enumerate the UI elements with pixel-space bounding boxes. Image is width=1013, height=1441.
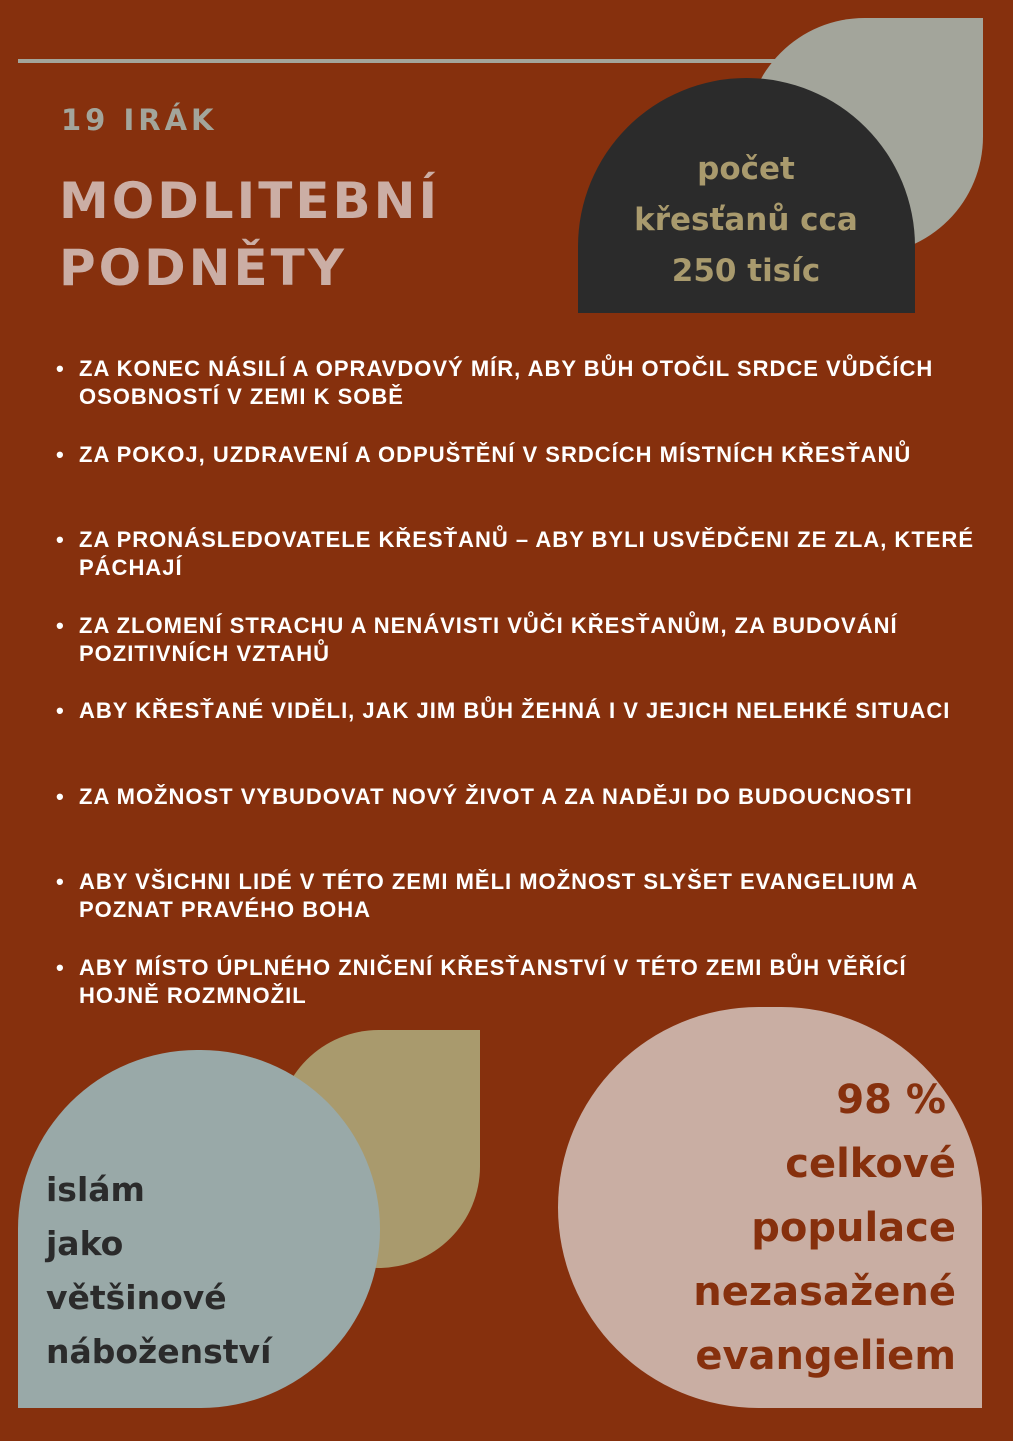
country-label: 19 IRÁK (61, 103, 218, 137)
top-divider-line (18, 59, 798, 63)
prayer-point (56, 612, 986, 698)
bullet-icon: • (56, 612, 65, 638)
page-title (59, 168, 440, 302)
unreached-text (693, 1068, 956, 1388)
religion-text (46, 1163, 271, 1379)
page-title-line: MODLITEBNÍ (59, 172, 441, 230)
prayer-point (56, 441, 986, 527)
prayer-point-text: ABY VŠICHNI LIDÉ V TÉTO ZEMI MĚLI MOŽNOST SLYŠET EVANGELIUM A POZNAT PRAVÉHO BOHA (79, 869, 918, 922)
prayer-point (56, 783, 986, 869)
bullet-icon: • (56, 783, 65, 809)
religion-line: islám (46, 1170, 145, 1209)
christians-count-text (605, 144, 887, 297)
bullet-icon: • (56, 698, 65, 723)
prayer-point (56, 868, 986, 954)
christians-count-line: počet (697, 151, 795, 187)
bullet-icon: • (56, 441, 65, 467)
prayer-point (56, 526, 986, 612)
prayer-point-text: ABY MÍSTO ÚPLNÉHO ZNIČENÍ KŘESŤANSTVÍ V TÉTO ZEMI BŮH VĚŘÍCÍ HOJNĚ ROZMNOŽIL (79, 954, 907, 1008)
prayer-points-list (56, 355, 986, 1039)
prayer-point-text: ZA PRONÁSLEDOVATELE KŘESŤANŮ – ABY BYLI USVĚDČENI ZE ZLA, KTERÉ PÁCHAJÍ (79, 527, 974, 580)
unreached-percent: 98 % (836, 1077, 946, 1123)
religion-line: většinové (46, 1278, 227, 1317)
page-title-line: PODNĚTY (59, 239, 347, 297)
unreached-line: celkové (785, 1141, 956, 1187)
prayer-point-text: ZA POKOJ, UZDRAVENÍ A ODPUŠTĚNÍ V SRDCÍCH MÍSTNÍCH KŘESŤANŮ (79, 441, 912, 467)
prayer-point-text: ABY KŘESŤANÉ VIDĚLI, JAK JIM BŮH ŽEHNÁ I V JEJICH NELEHKÉ SITUACI (79, 698, 951, 723)
unreached-line: nezasažené (693, 1269, 956, 1315)
bullet-icon: • (56, 954, 65, 980)
bullet-icon: • (56, 869, 65, 894)
prayer-point (56, 697, 986, 783)
bullet-icon: • (56, 527, 65, 552)
christians-count-line: 250 tisíc (671, 253, 821, 289)
prayer-point-text: ZA MOŽNOST VYBUDOVAT NOVÝ ŽIVOT A ZA NADĚJI DO BUDOUCNOSTI (79, 783, 913, 809)
prayer-point-text: ZA KONEC NÁSILÍ A OPRAVDOVÝ MÍR, ABY BŮH OTOČIL SRDCE VŮDČÍCH OSOBNOSTÍ V ZEMI K SOBĚ (79, 356, 934, 409)
bullet-icon: • (56, 356, 65, 381)
unreached-line: evangeliem (695, 1333, 956, 1379)
christians-count-line: křesťanů cca (634, 202, 858, 238)
religion-line: jako (46, 1224, 124, 1263)
prayer-point (56, 355, 986, 441)
prayer-point (56, 954, 986, 1040)
religion-line: náboženství (46, 1332, 272, 1371)
prayer-point-text: ZA ZLOMENÍ STRACHU A NENÁVISTI VŮČI KŘESŤANŮM, ZA BUDOVÁNÍ POZITIVNÍCH VZTAHŮ (79, 612, 898, 666)
unreached-line: populace (751, 1205, 956, 1251)
